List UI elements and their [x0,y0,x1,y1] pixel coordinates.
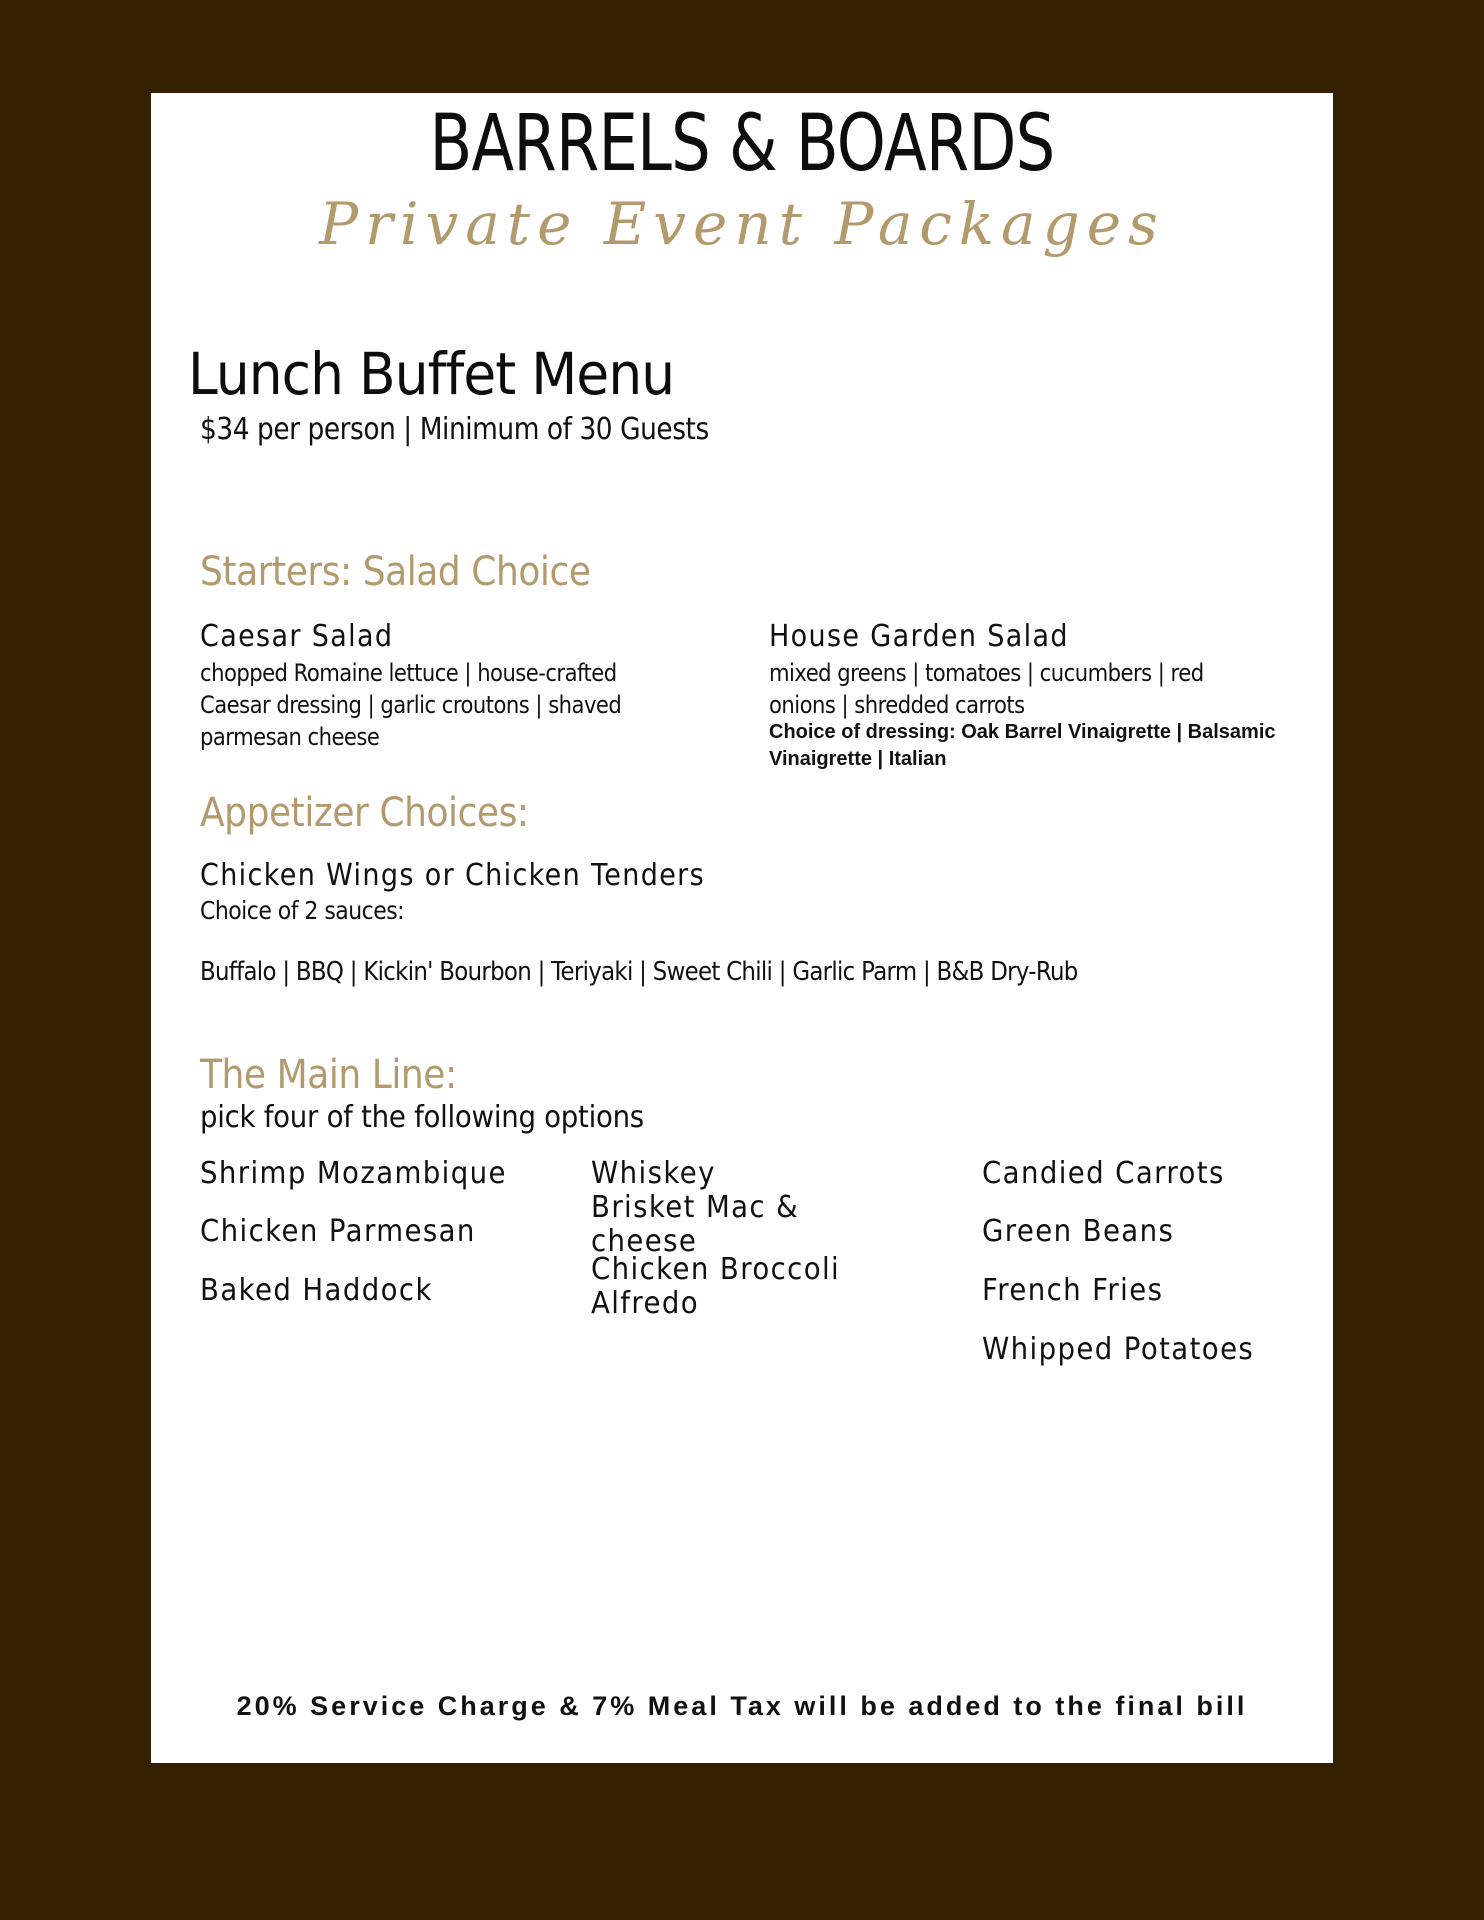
salad-name: Caesar Salad [200,619,394,654]
main-line-instructions: pick four of the following options [200,1100,644,1135]
main-option: Baked Haddock [200,1273,433,1308]
salad-item-caesar [200,620,720,753]
main-option: Green Beans [982,1214,1175,1249]
service-charge-note: 20% Service Charge & 7% Meal Tax will be added to the final bill [236,1691,1248,1721]
main-option: Whipped Potatoes [982,1332,1255,1367]
main-option: Shrimp Mozambique [200,1156,507,1191]
menu-title: Lunch Buffet Menu [188,340,675,408]
main-option: French Fries [982,1273,1164,1308]
sauce-list: Buffalo | BBQ | Kickin' Bourbon | Teriyaki | Sweet Chili | Garlic Parm | B&B Dry-Rub [200,957,1078,987]
appetizer-item: Chicken Wings or Chicken Tenders [200,858,706,893]
menu-page [151,93,1333,1763]
main-option: Candied Carrots [982,1156,1225,1191]
brand-title: BARRELS & BOARDS [429,99,1055,189]
dressing-note: Choice of dressing: Oak Barrel Vinaigrette | Balsamic Vinaigrette | Italian [769,720,1276,770]
salad-item-house-garden [769,620,1309,773]
main-option: Whiskey Brisket Mac & cheese [591,1156,800,1259]
menu-price-line: $34 per person | Minimum of 30 Guests [200,412,709,447]
starters-heading: Starters: Salad Choice [200,549,591,595]
salad-description: mixed greens | tomatoes | cucumbers | red onions | shredded carrots [769,658,1204,719]
sauce-choice-note: Choice of 2 sauces: [200,896,405,925]
salad-description: chopped Romaine lettuce | house-crafted Caesar dressing | garlic croutons | shaved parmesan cheese [200,658,622,751]
main-option: Chicken Broccoli Alfredo [591,1252,841,1321]
main-option: Chicken Parmesan [200,1214,476,1249]
main-line-heading: The Main Line: [200,1052,457,1098]
brand-subtitle: Private Event Packages [319,190,1165,258]
appetizers-heading: Appetizer Choices: [200,790,529,836]
salad-name: House Garden Salad [769,619,1069,654]
